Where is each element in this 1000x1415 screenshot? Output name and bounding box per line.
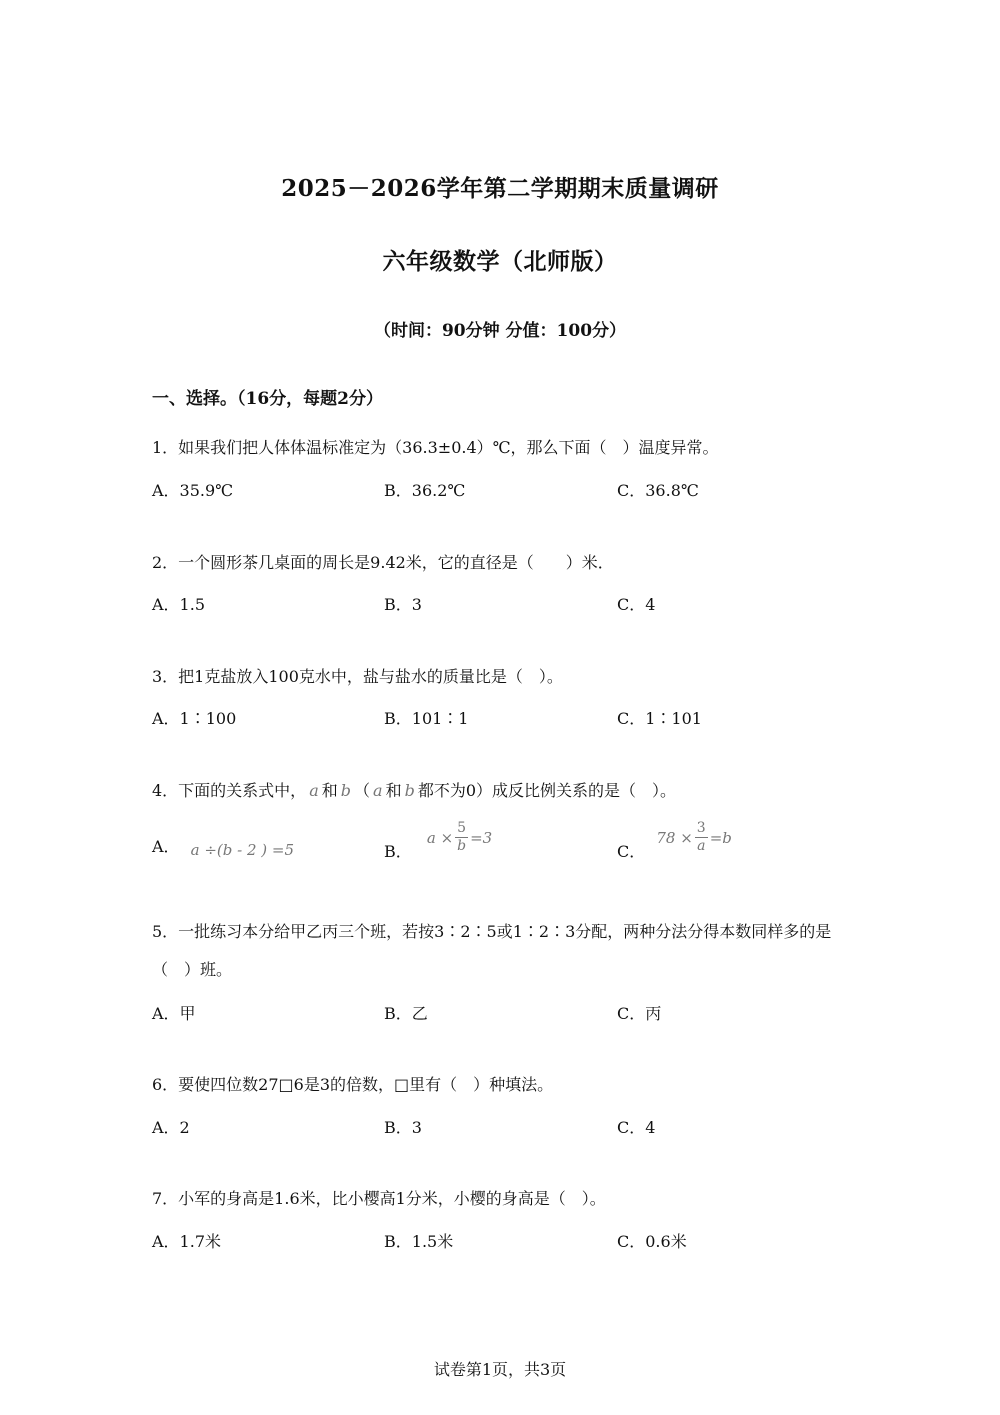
expression-post: =3	[470, 828, 493, 847]
fraction-denominator: b	[457, 838, 467, 854]
question-stem-paren: （	[354, 781, 371, 800]
option-a: A．甲	[152, 1004, 196, 1023]
question-stem: 6．要使四位数27□6是3的倍数，□里有（ ）种填法。	[152, 1075, 554, 1094]
question-stem-prefix: 4．下面的关系式中，	[152, 781, 307, 800]
option-b: B．1.5米	[384, 1232, 454, 1251]
option-b: B．36.2℃	[384, 481, 466, 500]
option-a: A．1∶100	[152, 709, 237, 728]
option-c: C．4	[617, 595, 656, 614]
fraction-denominator: a	[697, 838, 706, 854]
option-b: B．3	[384, 595, 422, 614]
question-5	[152, 913, 852, 989]
math-expression	[191, 841, 294, 859]
option-a: A．1.7米	[152, 1232, 222, 1251]
expression-post: =b	[709, 828, 732, 847]
option-a: A．2	[152, 1118, 190, 1137]
section-heading: 一、选择。（16分，每题2分）	[152, 389, 383, 409]
question-6	[152, 1066, 852, 1104]
question-stem: 3．把1克盐放入100克水中，盐与盐水的质量比是（ ）。	[152, 667, 563, 686]
option-c: C．4	[617, 1118, 656, 1137]
question-2	[152, 544, 852, 582]
question-stem-and: 和	[385, 781, 402, 800]
option-a	[152, 834, 294, 857]
math-var-b: b	[340, 781, 351, 800]
math-expression	[427, 820, 492, 855]
math-var-b: b	[404, 781, 415, 800]
page-subtitle: 六年级数学（北师版）	[382, 248, 618, 275]
option-b	[384, 820, 493, 861]
option-c: C．丙	[617, 1004, 662, 1023]
question-3	[152, 658, 852, 696]
question-1	[152, 429, 852, 467]
question-stem: 2．一个圆形茶几桌面的周长是9.42米，它的直径是（ ）米．	[152, 553, 614, 572]
question-stem: 7．小军的身高是1.6米，比小樱高1分米，小樱的身高是（ ）。	[152, 1189, 606, 1208]
math-var-a: a	[373, 781, 383, 800]
page-title: 2025－2026学年第二学期期末质量调研	[281, 175, 719, 202]
expression-text: a ÷(b - 2 ) =5	[190, 841, 295, 859]
math-var-a: a	[309, 781, 319, 800]
question-stem-suffix: 都不为0）成反比例关系的是（ ）。	[417, 781, 677, 800]
question-stem: 5．一批练习本分给甲乙丙三个班，若按3∶2∶5或1∶2∶3分配，两种分法分得本数同样多的是（ ）班。	[152, 922, 832, 979]
question-7	[152, 1180, 852, 1218]
option-c: C．0.6米	[617, 1232, 687, 1251]
option-b: B．101∶1	[384, 709, 469, 728]
page-footer: 试卷第1页，共3页	[433, 1360, 567, 1379]
question-stem-and: 和	[321, 781, 338, 800]
option-c: C．1∶101	[617, 709, 702, 728]
exam-meta: （时间：90分钟 分值：100分）	[373, 321, 627, 341]
expression-pre: 78 ×	[656, 828, 693, 847]
expression-pre: a ×	[426, 828, 454, 847]
option-label: A．	[152, 837, 180, 856]
fraction-numerator: 5	[457, 820, 467, 836]
option-c: C．36.8℃	[617, 481, 699, 500]
question-stem: 1．如果我们把人体体温标准定为（36.3±0.4）℃，那么下面（ ）温度异常。	[152, 438, 719, 457]
option-label: B．	[384, 841, 412, 861]
option-label: C．	[617, 841, 646, 861]
option-b: B．3	[384, 1118, 422, 1137]
fraction	[455, 820, 468, 855]
math-expression	[656, 820, 732, 855]
fraction-numerator: 3	[696, 820, 706, 836]
option-b: B．乙	[384, 1004, 428, 1023]
fraction	[695, 820, 708, 855]
question-4	[152, 772, 852, 810]
option-a: A．35.9℃	[152, 481, 234, 500]
option-a: A．1.5	[152, 595, 206, 614]
option-c	[617, 820, 732, 861]
